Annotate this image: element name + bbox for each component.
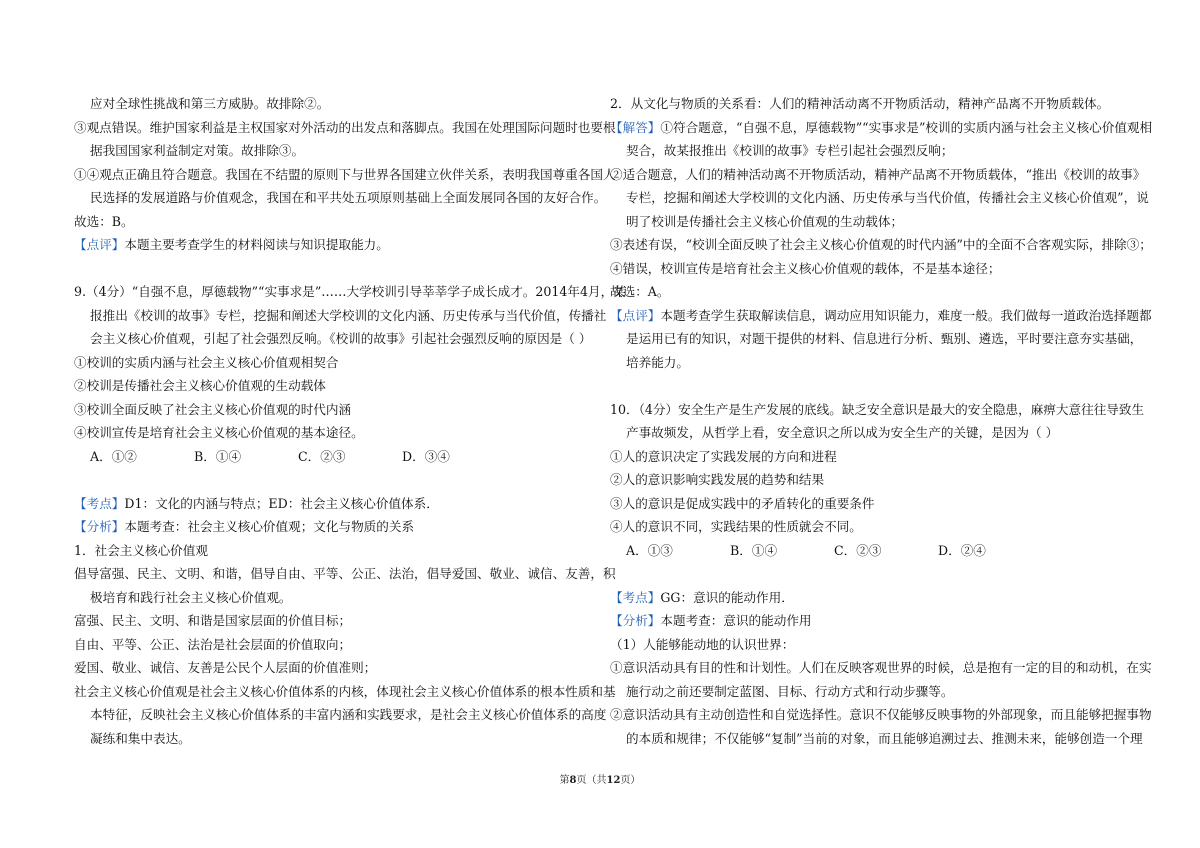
text-line: [610, 210, 1130, 234]
page-footer: [0, 774, 1200, 788]
labeled-line: [610, 116, 1153, 140]
text-line: [74, 327, 594, 351]
line-text: 本题考查：意识的能动作用: [660, 613, 812, 628]
section-tag: 【点评】: [610, 307, 661, 323]
text-line: [74, 351, 594, 375]
line-text: （1）人能够能动地的认识世界：: [610, 636, 795, 652]
line-text: ③人的意识是促成实践中的矛盾转化的重要条件: [610, 495, 875, 511]
line-text: 本题考查：社会主义核心价值观；文化与物质的关系: [124, 519, 415, 534]
line-text: 爱国、敬业、诚信、友善是公民个人层面的价值准则；: [74, 660, 377, 675]
footer-total-pages: 12: [606, 775, 621, 786]
section-tag: 【考点】: [610, 589, 661, 605]
text-line: [74, 609, 594, 633]
section-tag: 【点评】: [74, 237, 125, 252]
line-text: ①④观点正确且符合题意。我国在不结盟的原则下与世界各国建立伙伴关系，表明我国尊重各国人: [74, 166, 616, 182]
line-text: 倡导富强、民主、文明、和谐，倡导自由、平等、公正、法治，倡导爱国、敬业、诚信、友善，积: [74, 566, 616, 581]
labeled-line: [74, 492, 594, 516]
text-line: [74, 210, 594, 234]
line-text: 契合，故某报推出《校训的故事》专栏引起社会强烈反响；: [626, 143, 954, 158]
text-line: [610, 327, 1143, 351]
text-line: [610, 280, 1130, 304]
text-line: [74, 92, 594, 116]
line-text: D1：文化的内涵与特点；ED：社会主义核心价值体系．: [124, 495, 439, 511]
answer-option: A．①③: [626, 542, 673, 558]
line-text: 1．社会主义核心价值观: [74, 542, 208, 558]
line-text: ③表述有误，“校训全面反映了社会主义核心价值观的时代内涵”中的全面不合客观实际，排除③；: [610, 237, 1152, 252]
text-line: [74, 139, 594, 163]
answer-options: [610, 539, 1130, 563]
text-line: [74, 703, 607, 727]
text-line: [74, 727, 594, 751]
footer-middle: 页（共: [576, 775, 607, 786]
line-text: 故选：A。: [610, 284, 670, 299]
line-text: ③校训全面反映了社会主义核心价值观的时代内涵: [74, 401, 352, 417]
line-text: 的本质和规律；不仅能够“复制”当前的对象，而且能够追溯过去、推测未来，能够创造一个理: [626, 730, 1143, 746]
answer-option: C．②③: [298, 448, 346, 464]
text-line: [74, 163, 616, 187]
text-line: [74, 186, 607, 210]
line-text: 民选择的发展道路与价值观念，我国在和平共处五项原则基础上全面发展同各国的友好合作。: [90, 190, 607, 205]
text-line: [74, 374, 594, 398]
line-text: 应对全球性挑战和第三方威胁。故排除②。: [90, 96, 330, 111]
line-text: 产事故频发，从哲学上看，安全意识之所以成为安全生产的关键，是因为（ ）: [626, 425, 1059, 440]
line-text: 本题考查学生获取解读信息，调动应用知识能力，难度一般。我们做每一道政治选择题都: [660, 307, 1152, 323]
spacer: [74, 257, 594, 281]
line-text: ④错误，校训宣传是培育社会主义核心价值观的载体，不是基本途径；: [610, 260, 1001, 276]
line-text: ③观点错误。维护国家利益是主权国家对外活动的出发点和落脚点。我国在处理国际问题时也要根: [74, 119, 616, 135]
text-line: [610, 703, 1152, 727]
section-tag: 【解答】: [610, 119, 661, 135]
line-text: ②意识活动具有主动创造性和自觉选择性。意识不仅能够反映事物的外部现象，而且能够把握事物: [610, 707, 1152, 722]
text-line: [610, 233, 1152, 257]
footer-page-number: 8: [569, 775, 577, 786]
text-line: [74, 398, 594, 422]
line-text: ①人的意识决定了实践发展的方向和进程: [610, 448, 837, 464]
text-line: [610, 421, 1130, 445]
text-line: [74, 304, 607, 328]
answer-option: B．①④: [730, 542, 778, 558]
text-line: [610, 398, 1145, 422]
line-text: 施行动之前还要制定蓝图、目标、行动方式和行动步骤等。: [626, 683, 954, 699]
answer-option: C．②③: [834, 542, 882, 558]
labeled-line: [74, 515, 594, 539]
line-text: 本特征，反映社会主义核心价值体系的丰富内涵和实践要求，是社会主义核心价值体系的高度: [90, 707, 607, 722]
text-line: [610, 351, 1130, 375]
text-line: [610, 515, 1130, 539]
text-line: [610, 92, 1130, 116]
line-text: 富强、民主、文明、和谐是国家层面的价值目标；: [74, 613, 352, 628]
text-line: [610, 163, 1146, 187]
answer-options: [74, 445, 594, 469]
text-line: [610, 727, 1143, 751]
text-line: [74, 539, 594, 563]
spacer: [610, 374, 1130, 398]
left-column: [74, 92, 626, 750]
text-line: [610, 656, 1152, 680]
line-text: 据我国国家利益制定对策。故排除③。: [90, 143, 305, 158]
answer-option: D．②④: [938, 542, 986, 558]
text-line: [610, 257, 1130, 281]
line-text: 9.（4分）“自强不息，厚德载物”“实事求是”……大学校训引导莘莘学子成长成才。2014年4月，某: [74, 284, 626, 299]
line-text: 10．（4分）安全生产是生产发展的底线。缺乏安全意识是最大的安全隐患，麻痹大意往往导致生: [610, 401, 1145, 417]
line-text: 会主义核心价值观，引起了社会强烈反响。《校训的故事》引起社会强烈反响的原因是（ ）: [90, 331, 592, 346]
line-text: 明了校训是传播社会主义核心价值观的生动载体；: [626, 213, 904, 229]
text-line: [610, 186, 1149, 210]
section-tag: 【分析】: [610, 613, 661, 628]
line-text: ②适合题意，人们的精神活动离不开物质活动，精神产品离不开物质载体，“推出《校训的故事》: [610, 166, 1146, 182]
line-text: 是运用已有的知识，对题干提供的材料、信息进行分析、甄别、遴选，平时要注意夯实基础，: [626, 331, 1143, 346]
answer-option: B．①④: [194, 448, 242, 464]
spacer: [74, 468, 594, 492]
line-text: ①意识活动具有目的性和计划性。人们在反映客观世界的时候，总是抱有一定的目的和动机，在实: [610, 660, 1152, 675]
line-text: GG：意识的能动作用．: [660, 589, 794, 605]
footer-suffix: 页）: [620, 775, 641, 786]
line-text: ①符合题意，“自强不息，厚德载物”“实事求是”校训的实质内涵与社会主义核心价值观相: [660, 119, 1153, 135]
text-line: [610, 680, 1130, 704]
line-text: 培养能力。: [626, 354, 689, 370]
line-text: ④校训宣传是培育社会主义核心价值观的基本途径。: [74, 425, 364, 440]
text-line: [74, 586, 594, 610]
spacer: [610, 562, 1130, 586]
labeled-line: [610, 609, 1130, 633]
line-text: ②人的意识影响实践发展的趋势和结果: [610, 472, 825, 487]
labeled-line: [74, 233, 594, 257]
line-text: 本题主要考查学生的材料阅读与知识提取能力。: [124, 237, 389, 252]
right-column: [610, 92, 1153, 750]
section-tag: 【考点】: [74, 495, 125, 511]
text-line: [610, 633, 1130, 657]
text-line: [74, 116, 616, 140]
text-line: [74, 680, 616, 704]
line-text: 故选：B。: [74, 213, 134, 229]
text-line: [610, 468, 1130, 492]
footer-prefix: 第: [559, 775, 570, 786]
line-text: 报推出《校训的故事》专栏，挖掘和阐述大学校训的文化内涵、历史传承与当代价值，传播社: [90, 307, 607, 323]
line-text: 自由、平等、公正、法治是社会层面的价值取向；: [74, 636, 352, 652]
text-line: [74, 562, 616, 586]
text-line: [74, 421, 594, 445]
line-text: 2．从文化与物质的关系看：人们的精神活动离不开物质活动，精神产品离不开物质载体。: [610, 96, 1110, 111]
answer-option: A．①②: [90, 448, 137, 464]
line-text: 专栏，挖掘和阐述大学校训的文化内涵、历史传承与当代价值，传播社会主义核心价值观”，说: [626, 190, 1149, 205]
text-line: [610, 445, 1130, 469]
line-text: ②校训是传播社会主义核心价值观的生动载体: [74, 378, 326, 393]
line-text: ④人的意识不同，实践结果的性质就会不同。: [610, 519, 862, 534]
text-line: [610, 139, 1130, 163]
text-line: [74, 656, 594, 680]
section-tag: 【分析】: [74, 519, 125, 534]
text-line: [610, 492, 1130, 516]
line-text: 社会主义核心价值观是社会主义核心价值体系的内核，体现社会主义核心价值体系的根本性质和基: [74, 683, 616, 699]
text-line: [74, 633, 594, 657]
answer-option: D．③④: [402, 448, 450, 464]
labeled-line: [610, 586, 1130, 610]
line-text: 凝练和集中表达。: [90, 730, 191, 746]
line-text: ①校训的实质内涵与社会主义核心价值观相契合: [74, 354, 339, 370]
text-line: [74, 280, 626, 304]
labeled-line: [610, 304, 1152, 328]
line-text: 极培育和践行社会主义核心价值观。: [90, 589, 292, 605]
